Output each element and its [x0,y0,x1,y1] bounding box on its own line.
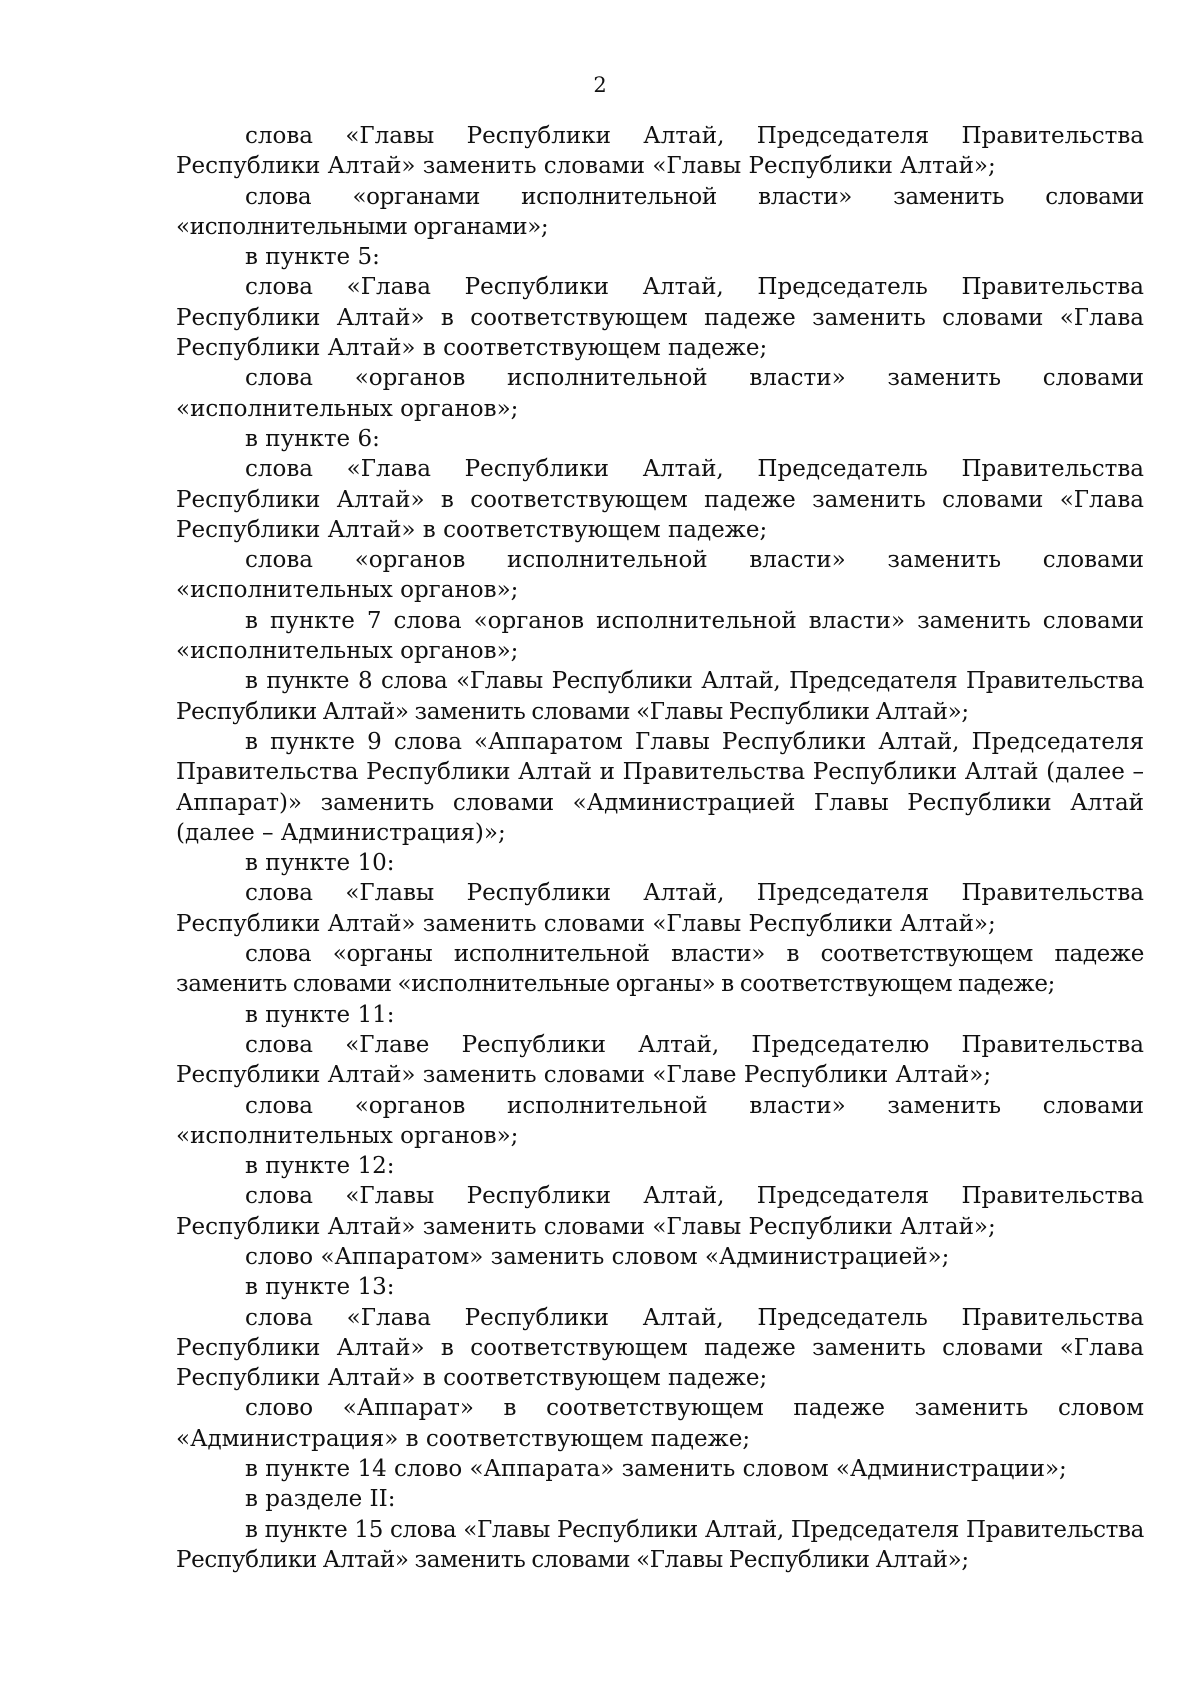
paragraph: в пункте 9 слова «Аппаратом Главы Республики Алтай, Председателя Правительства Республики Алтай и Правительства Республики Алтай (далее – Аппарат)» заменить словами «Администрацией Главы Республики Алтай (далее – Администрация)»; [176,728,1144,846]
paragraph: слова «Главе Республики Алтай, Председателю Правительства Республики Алтай» заменить словами «Главе Республики Алтай»; [176,1031,1144,1089]
paragraph: в пункте 11: [245,1001,395,1028]
paragraph: слово «Аппаратом» заменить словом «Администрацией»; [245,1243,950,1270]
paragraph: слова «Главы Республики Алтай, Председателя Правительства Республики Алтай» заменить словами «Главы Республики Алтай»; [176,880,1144,937]
paragraph: в пункте 8 слова «Главы Республики Алтай, Председателя Правительства Республики Алтай» заменить словами «Главы Республики Алтай»; [176,668,1144,725]
paragraph: слова «Главы Республики Алтай, Председателя Правительства Республики Алтай» заменить словами «Главы Республики Алтай»; [176,1183,1144,1240]
document-body [176,121,1144,1575]
paragraph: в пункте 14 слово «Аппарата» заменить словом «Администрации»; [245,1456,1067,1483]
paragraph: в разделе II: [245,1486,396,1513]
paragraph: слова «органов исполнительной власти» заменить словами «исполнительных органов»; [176,1092,1144,1149]
paragraph: слово «Аппарат» в соответствующем падеже заменить словом «Администрация» в соответствующем падеже; [176,1395,1144,1452]
page-number: 2 [593,73,607,97]
paragraph: в пункте 15 слова «Главы Республики Алтай, Председателя Правительства Республики Алтай» заменить словами «Главы Республики Алтай»; [176,1516,1144,1573]
paragraph: слова «Глава Республики Алтай, Председатель Правительства Республики Алтай» в соответствующем падеже заменить словами «Глава Республики Алтай» в соответствующем падеже; [176,1304,1144,1392]
paragraph: слова «органы исполнительной власти» в соответствующем падеже заменить словами «исполнительные органы» в соответствующем падеже; [176,941,1144,998]
paragraph: слова «органов исполнительной власти» заменить словами «исполнительных органов»; [176,547,1144,604]
paragraph: слова «Глава Республики Алтай, Председатель Правительства Республики Алтай» в соответствующем падеже заменить словами «Глава Республики Алтай» в соответствующем падеже; [176,274,1144,362]
paragraph: слова «Глава Республики Алтай, Председатель Правительства Республики Алтай» в соответствующем падеже заменить словами «Глава Республики Алтай» в соответствующем падеже; [176,456,1144,543]
paragraph: слова «органов исполнительной власти» заменить словами «исполнительных органов»; [176,365,1144,422]
paragraph: в пункте 12: [245,1153,395,1180]
paragraph: слова «Главы Республики Алтай, Председателя Правительства Республики Алтай» заменить словами «Главы Республики Алтай»; [176,123,1144,180]
paragraph: в пункте 6: [245,425,380,452]
paragraph: слова «органами исполнительной власти» заменить словами «исполнительными органами»; [176,183,1144,240]
paragraph: в пункте 10: [245,850,395,877]
paragraph: в пункте 13: [245,1274,395,1301]
paragraph: в пункте 7 слова «органов исполнительной власти» заменить словами «исполнительных органов»; [176,607,1144,665]
paragraph: в пункте 5: [245,244,380,271]
